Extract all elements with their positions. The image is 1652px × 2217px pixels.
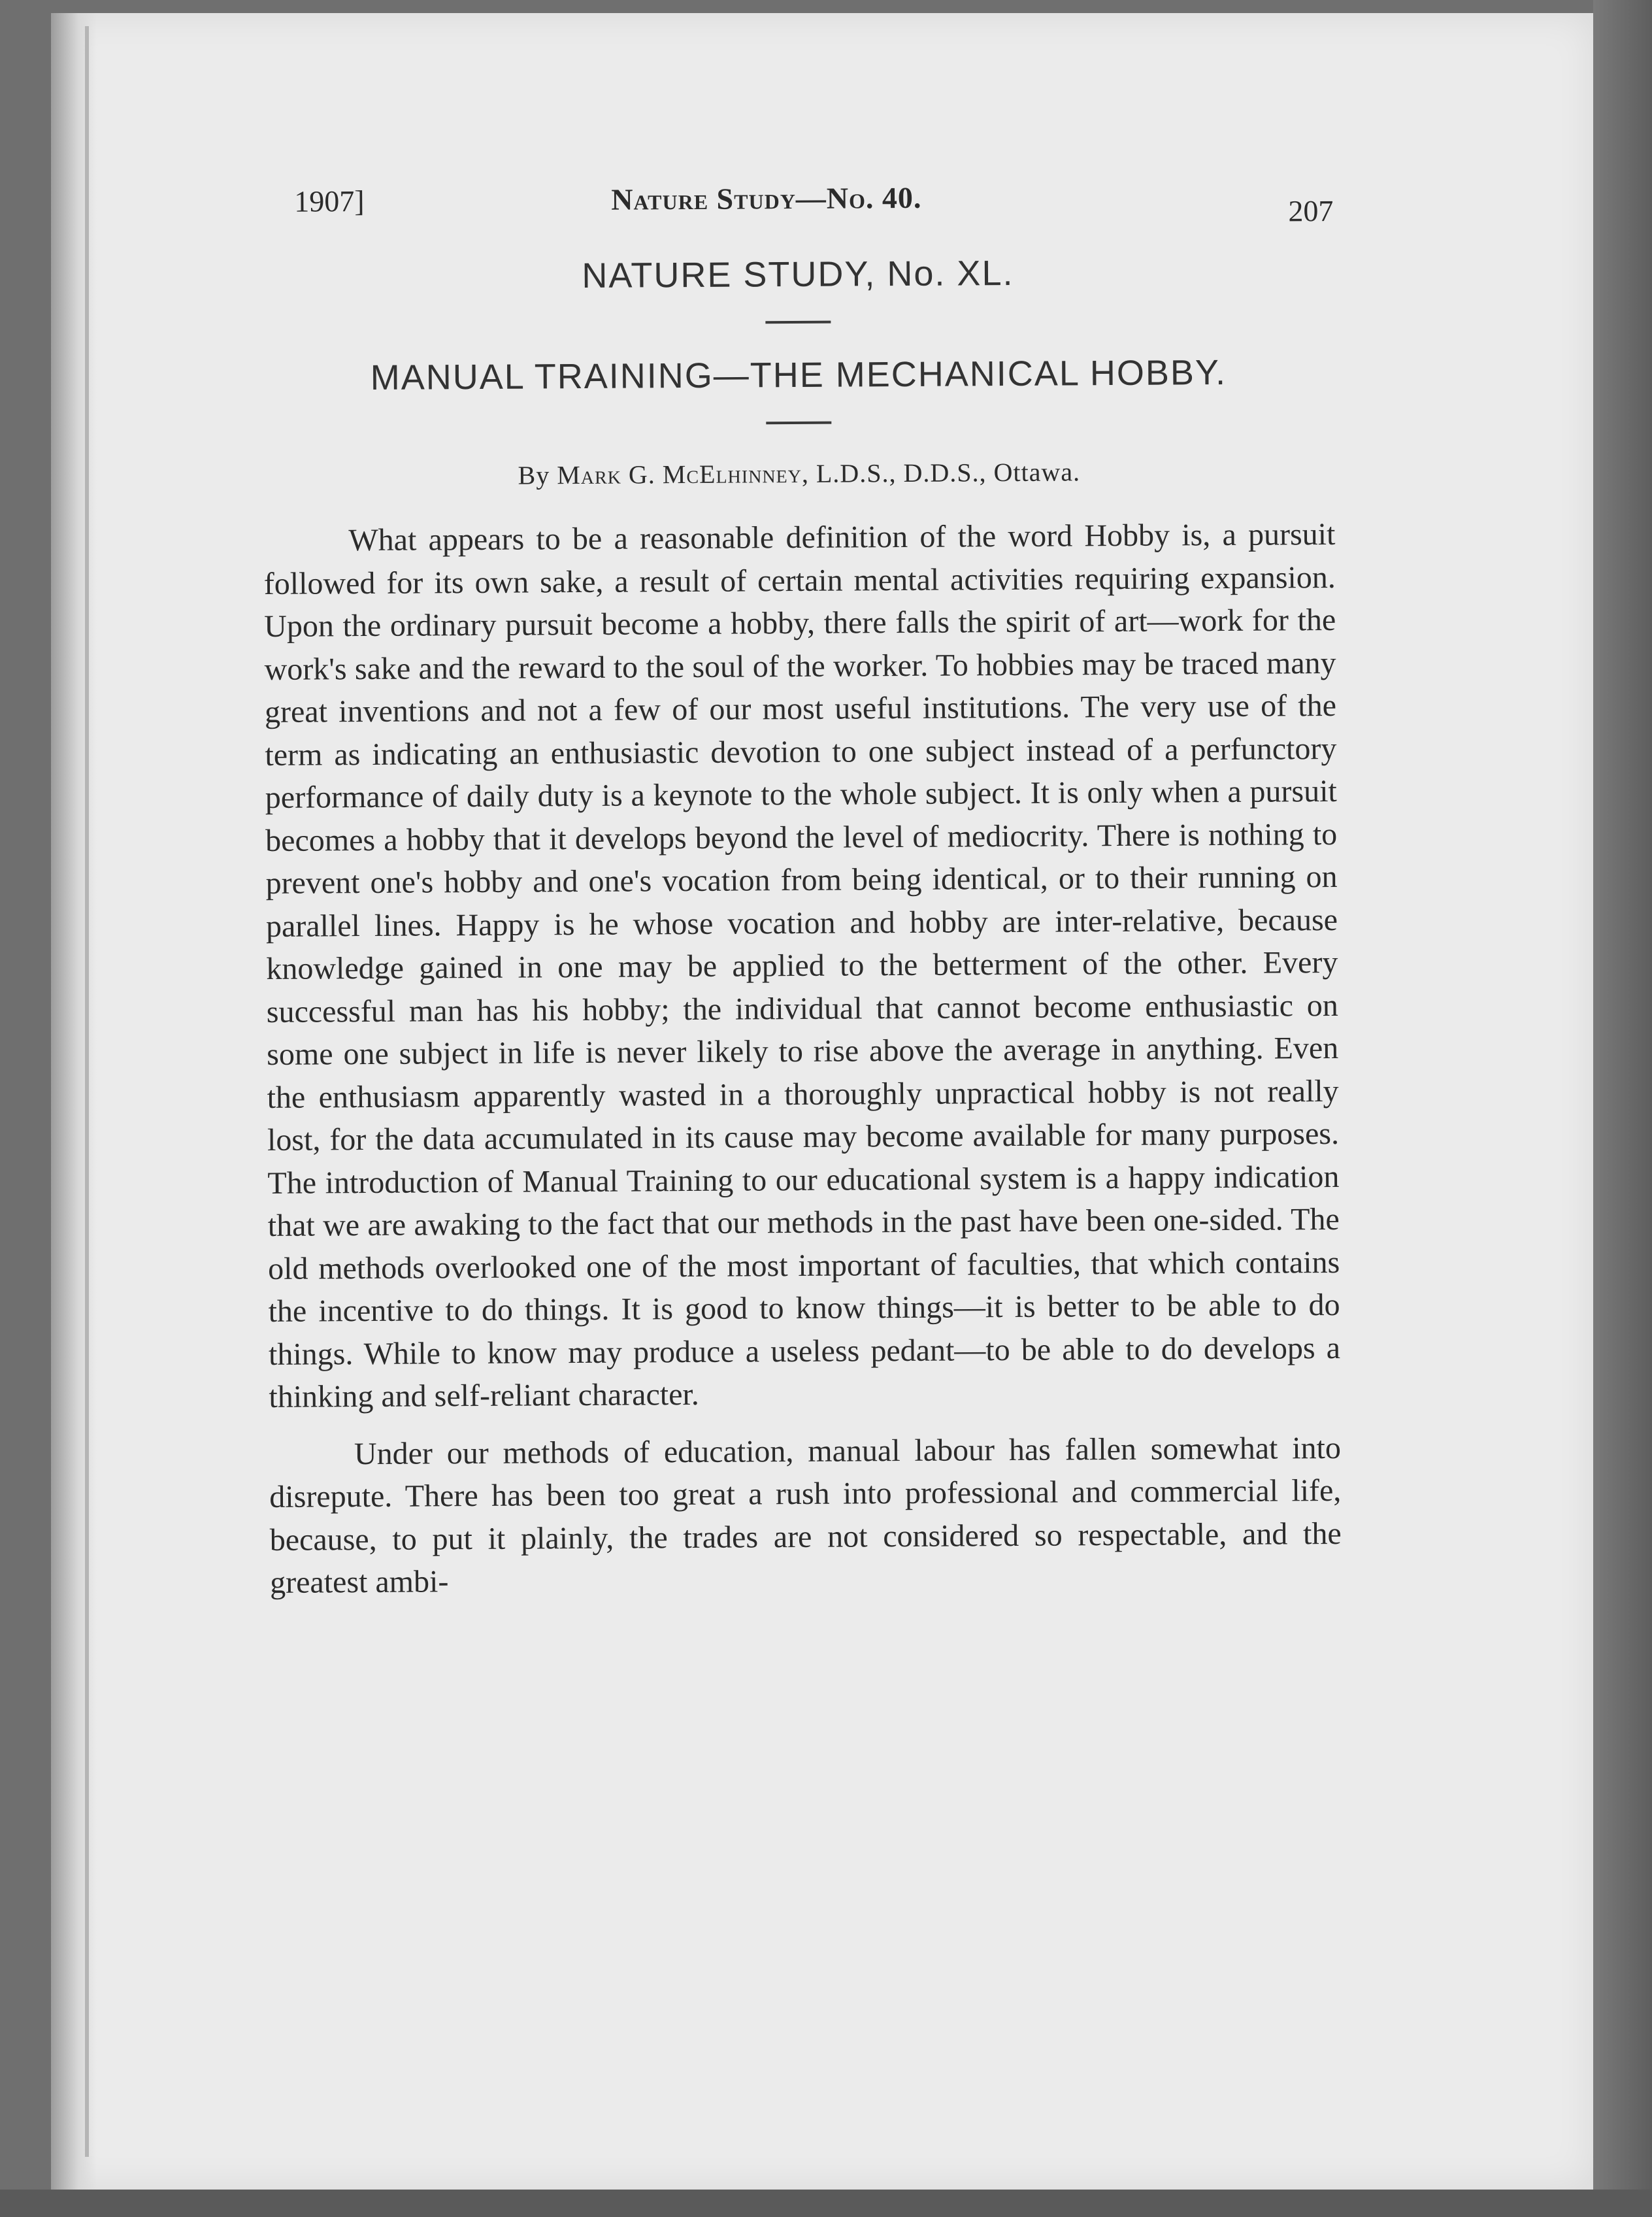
body-paragraph-1: What appears to be a reasonable definition of the word Hobby is, a pursuit followed for its own sake, a result of certain mental activities requiring expansion. Upon the ordinary pursuit become a hobby, there falls the spirit of art—work for the work's sake and the reward to the soul of the worker. To hobbies may be traced many great inventions and not a few of our most useful institutions. The very use of the term as indicating an enthusiastic devotion to one subject instead of a perfunctory performance of daily duty is a keynote to the whole subject. It is only when a pursuit becomes a hobby that it develops beyond the level of mediocrity. There is nothing to prevent one's hobby and one's vocation from being identical, or to their running on parallel lines. Happy is he whose vocation and hobby are inter-relative, because knowledge gained in one may be applied to the betterment of the other. Every successful man has his hobby; the individual that cannot become enthusiastic on some one subject in life is never likely to rise above the average in anything. Even the enthusiasm apparently wasted in a thoroughly unpractical hobby is not really lost, for the data accumulated in its cause may become available for many purposes. The introduction of Manual Training to our educational system is a happy indication that we are awaking to the fact that our methods in the past have been one-sided. The old methods overlooked one of the most important of faculties, that which contains the incentive to do things. It is good to know things—it is better to be able to do things. While to know may produce a useless pedant—to be able to do develops a thinking and self-reliant character. (263, 516, 1341, 1414)
byline (263, 455, 1335, 492)
page-number: 207 (1288, 193, 1334, 228)
article-title: MANUAL TRAINING—THE MECHANICAL HOBBY. (370, 352, 1227, 397)
title-rule (765, 321, 831, 324)
byline-prefix: By (518, 460, 550, 490)
running-head-year: 1907] (294, 184, 365, 218)
body-paragraph-2: Under our methods of education, manual labour has fallen somewhat into disrepute. There has been too great a rush into professional and commercial life, because, to put it plainly, the trades are not considered so respectable, and the greatest ambi- (269, 1430, 1342, 1600)
subtitle-rule (766, 422, 831, 425)
running-head-title: Nature Study—No. 40. (611, 180, 922, 216)
author-name: Mark G. McElhinney (557, 458, 802, 490)
author-credentials: , L.D.S., D.D.S., Ottawa. (801, 457, 1081, 488)
binding-edge (85, 26, 89, 2157)
page-gutter-shadow (51, 13, 97, 2190)
running-head (261, 170, 1334, 235)
series-title: NATURE STUDY, No. XL. (582, 253, 1014, 296)
scan-background-bottom (0, 2190, 1652, 2217)
page-content (261, 170, 1342, 1604)
scan-background-right (1593, 0, 1652, 2217)
